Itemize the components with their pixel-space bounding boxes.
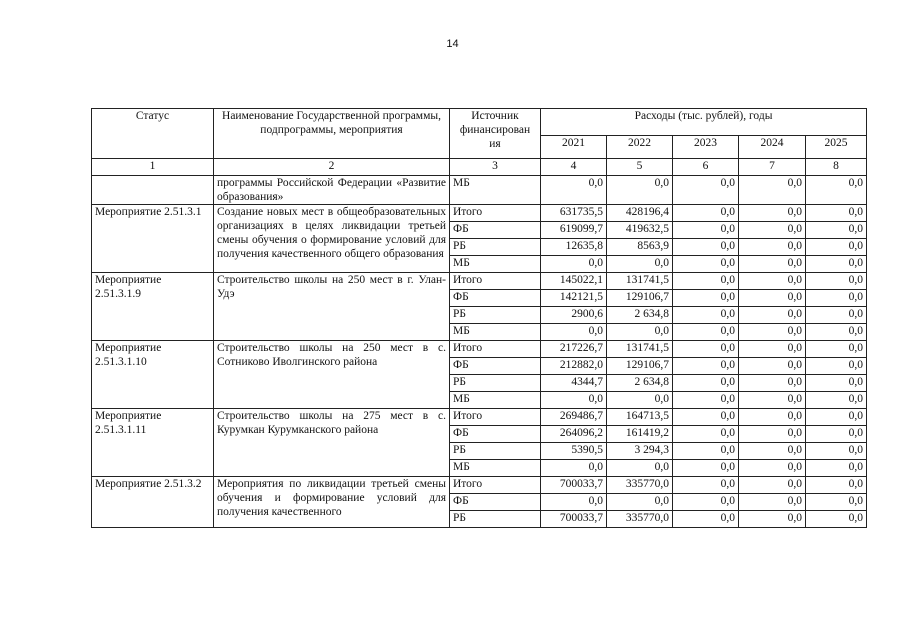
amount-cell: 0,0 [673,477,739,494]
measure-name-cell: Строительство школы на 250 мест в с. Сотниково Иволгинского района [214,341,450,409]
amount-cell: 8563,9 [607,239,673,256]
amount-cell: 0,0 [673,443,739,460]
amount-cell: 0,0 [673,511,739,528]
measure-name-cell: программы Российской Федерации «Развитие образования» [214,176,450,205]
amount-cell: 0,0 [806,273,867,290]
table-row [92,273,867,290]
measure-name-cell: Строительство школы на 250 мест в г. Улан-Удэ [214,273,450,341]
amount-cell: 335770,0 [607,477,673,494]
amount-cell: 131741,5 [607,273,673,290]
amount-cell: 0,0 [806,460,867,477]
amount-cell: 0,0 [541,460,607,477]
amount-cell: 264096,2 [541,426,607,443]
source-cell: ФБ [450,290,541,307]
amount-cell: 0,0 [806,290,867,307]
header-row-1 [92,109,867,136]
amount-cell: 0,0 [739,375,806,392]
amount-cell: 0,0 [739,307,806,324]
amount-cell: 0,0 [607,256,673,273]
year-header: 2022 [607,136,673,159]
column-number: 3 [450,159,541,176]
amount-cell: 0,0 [806,239,867,256]
amount-cell: 0,0 [739,273,806,290]
source-cell: Итого [450,477,541,494]
amount-cell: 0,0 [739,460,806,477]
amount-cell: 0,0 [739,409,806,426]
amount-cell: 0,0 [739,256,806,273]
status-cell [92,176,214,205]
amount-cell: 0,0 [739,176,806,205]
measure-name-cell: Мероприятия по ликвидации третьей смены обучения и формирование условий для получения качественного [214,477,450,528]
amount-cell: 0,0 [739,443,806,460]
amount-cell: 0,0 [673,290,739,307]
measure-name-cell: Строительство школы на 275 мест в с. Курумкан Курумканского района [214,409,450,477]
amount-cell: 0,0 [541,392,607,409]
amount-cell: 0,0 [541,494,607,511]
column-number: 5 [607,159,673,176]
amount-cell: 0,0 [673,392,739,409]
column-number: 4 [541,159,607,176]
column-number: 1 [92,159,214,176]
amount-cell: 700033,7 [541,511,607,528]
amount-cell: 0,0 [673,426,739,443]
amount-cell: 0,0 [806,443,867,460]
table-row [92,409,867,426]
amount-cell: 161419,2 [607,426,673,443]
amount-cell: 0,0 [541,176,607,205]
source-header: Источник финансирован ия [450,109,541,159]
column-number-row [92,159,867,176]
amount-cell: 0,0 [607,324,673,341]
amount-cell: 269486,7 [541,409,607,426]
amount-cell: 2900,6 [541,307,607,324]
amount-cell: 12635,8 [541,239,607,256]
measure-name-cell: Создание новых мест в общеобразовательных организациях в целях ликвидации третьей смены обучения о формирование условий для получения качественного общего образования [214,205,450,273]
amount-cell: 0,0 [607,494,673,511]
amount-cell: 0,0 [673,222,739,239]
source-cell: ФБ [450,222,541,239]
table-row [92,341,867,358]
amount-cell: 2 634,8 [607,307,673,324]
amount-cell: 0,0 [673,341,739,358]
amount-cell: 0,0 [806,494,867,511]
amount-cell: 700033,7 [541,477,607,494]
column-number: 7 [739,159,806,176]
table-row [92,477,867,494]
year-header: 2021 [541,136,607,159]
page-number: 14 [446,38,459,50]
amount-cell: 0,0 [541,324,607,341]
amount-cell: 0,0 [673,324,739,341]
amount-cell: 0,0 [806,324,867,341]
status-cell: Мероприятие 2.51.3.1.9 [92,273,214,341]
amount-cell: 0,0 [673,307,739,324]
source-cell: РБ [450,375,541,392]
amount-cell: 0,0 [607,176,673,205]
amount-cell: 4344,7 [541,375,607,392]
amount-cell: 0,0 [739,426,806,443]
amount-cell: 0,0 [673,205,739,222]
source-cell: ФБ [450,426,541,443]
amount-cell: 0,0 [806,222,867,239]
amount-cell: 0,0 [673,375,739,392]
source-cell: Итого [450,409,541,426]
amount-cell: 428196,4 [607,205,673,222]
amount-cell: 0,0 [739,205,806,222]
status-cell: Мероприятие 2.51.3.1.11 [92,409,214,477]
column-number: 2 [214,159,450,176]
year-header: 2024 [739,136,806,159]
amount-cell: 0,0 [806,477,867,494]
amount-cell: 0,0 [673,239,739,256]
table-row [92,205,867,222]
amount-cell: 0,0 [739,341,806,358]
amount-cell: 212882,0 [541,358,607,375]
amount-cell: 0,0 [673,256,739,273]
amount-cell: 5390,5 [541,443,607,460]
status-cell: Мероприятие 2.51.3.1 [92,205,214,273]
amount-cell: 0,0 [806,511,867,528]
amount-cell: 0,0 [541,256,607,273]
amount-cell: 142121,5 [541,290,607,307]
amount-cell: 0,0 [739,239,806,256]
amount-cell: 619099,7 [541,222,607,239]
source-cell: Итого [450,273,541,290]
amount-cell: 129106,7 [607,290,673,307]
source-cell: МБ [450,392,541,409]
amount-cell: 0,0 [806,409,867,426]
amount-cell: 129106,7 [607,358,673,375]
column-number: 8 [806,159,867,176]
source-cell: МБ [450,176,541,205]
name-header: Наименование Государственной программы, подпрограммы, мероприятия [214,109,450,159]
amount-cell: 0,0 [806,426,867,443]
amount-cell: 0,0 [739,494,806,511]
amount-cell: 3 294,3 [607,443,673,460]
source-cell: ФБ [450,358,541,375]
amount-cell: 0,0 [739,511,806,528]
amount-cell: 0,0 [806,358,867,375]
amount-cell: 0,0 [806,307,867,324]
amount-cell: 217226,7 [541,341,607,358]
source-cell: Итого [450,341,541,358]
amount-cell: 0,0 [739,392,806,409]
amount-cell: 631735,5 [541,205,607,222]
source-cell: РБ [450,443,541,460]
source-cell: ФБ [450,494,541,511]
year-header: 2025 [806,136,867,159]
source-cell: РБ [450,511,541,528]
amount-cell: 0,0 [739,358,806,375]
amount-cell: 0,0 [673,494,739,511]
expenses-table [91,108,867,528]
amount-cell: 131741,5 [607,341,673,358]
amount-cell: 2 634,8 [607,375,673,392]
amount-cell: 335770,0 [607,511,673,528]
amount-cell: 0,0 [739,222,806,239]
amount-cell: 0,0 [673,409,739,426]
amount-cell: 0,0 [673,176,739,205]
amount-cell: 0,0 [806,176,867,205]
amount-cell: 0,0 [806,256,867,273]
amount-cell: 164713,5 [607,409,673,426]
amount-cell: 0,0 [673,358,739,375]
source-cell: МБ [450,460,541,477]
amount-cell: 0,0 [673,273,739,290]
source-cell: РБ [450,307,541,324]
source-cell: РБ [450,239,541,256]
source-cell: МБ [450,324,541,341]
status-cell: Мероприятие 2.51.3.2 [92,477,214,528]
status-header: Статус [92,109,214,159]
amount-cell: 419632,5 [607,222,673,239]
source-cell: Итого [450,205,541,222]
year-header: 2023 [673,136,739,159]
table-row [92,176,867,205]
amount-cell: 0,0 [806,205,867,222]
status-cell: Мероприятие 2.51.3.1.10 [92,341,214,409]
column-number: 6 [673,159,739,176]
amount-cell: 0,0 [806,375,867,392]
amount-cell: 145022,1 [541,273,607,290]
amount-cell: 0,0 [607,392,673,409]
expenses-header: Расходы (тыс. рублей), годы [541,109,867,136]
amount-cell: 0,0 [607,460,673,477]
amount-cell: 0,0 [806,392,867,409]
amount-cell: 0,0 [739,477,806,494]
amount-cell: 0,0 [739,290,806,307]
amount-cell: 0,0 [806,341,867,358]
amount-cell: 0,0 [673,460,739,477]
amount-cell: 0,0 [739,324,806,341]
source-cell: МБ [450,256,541,273]
